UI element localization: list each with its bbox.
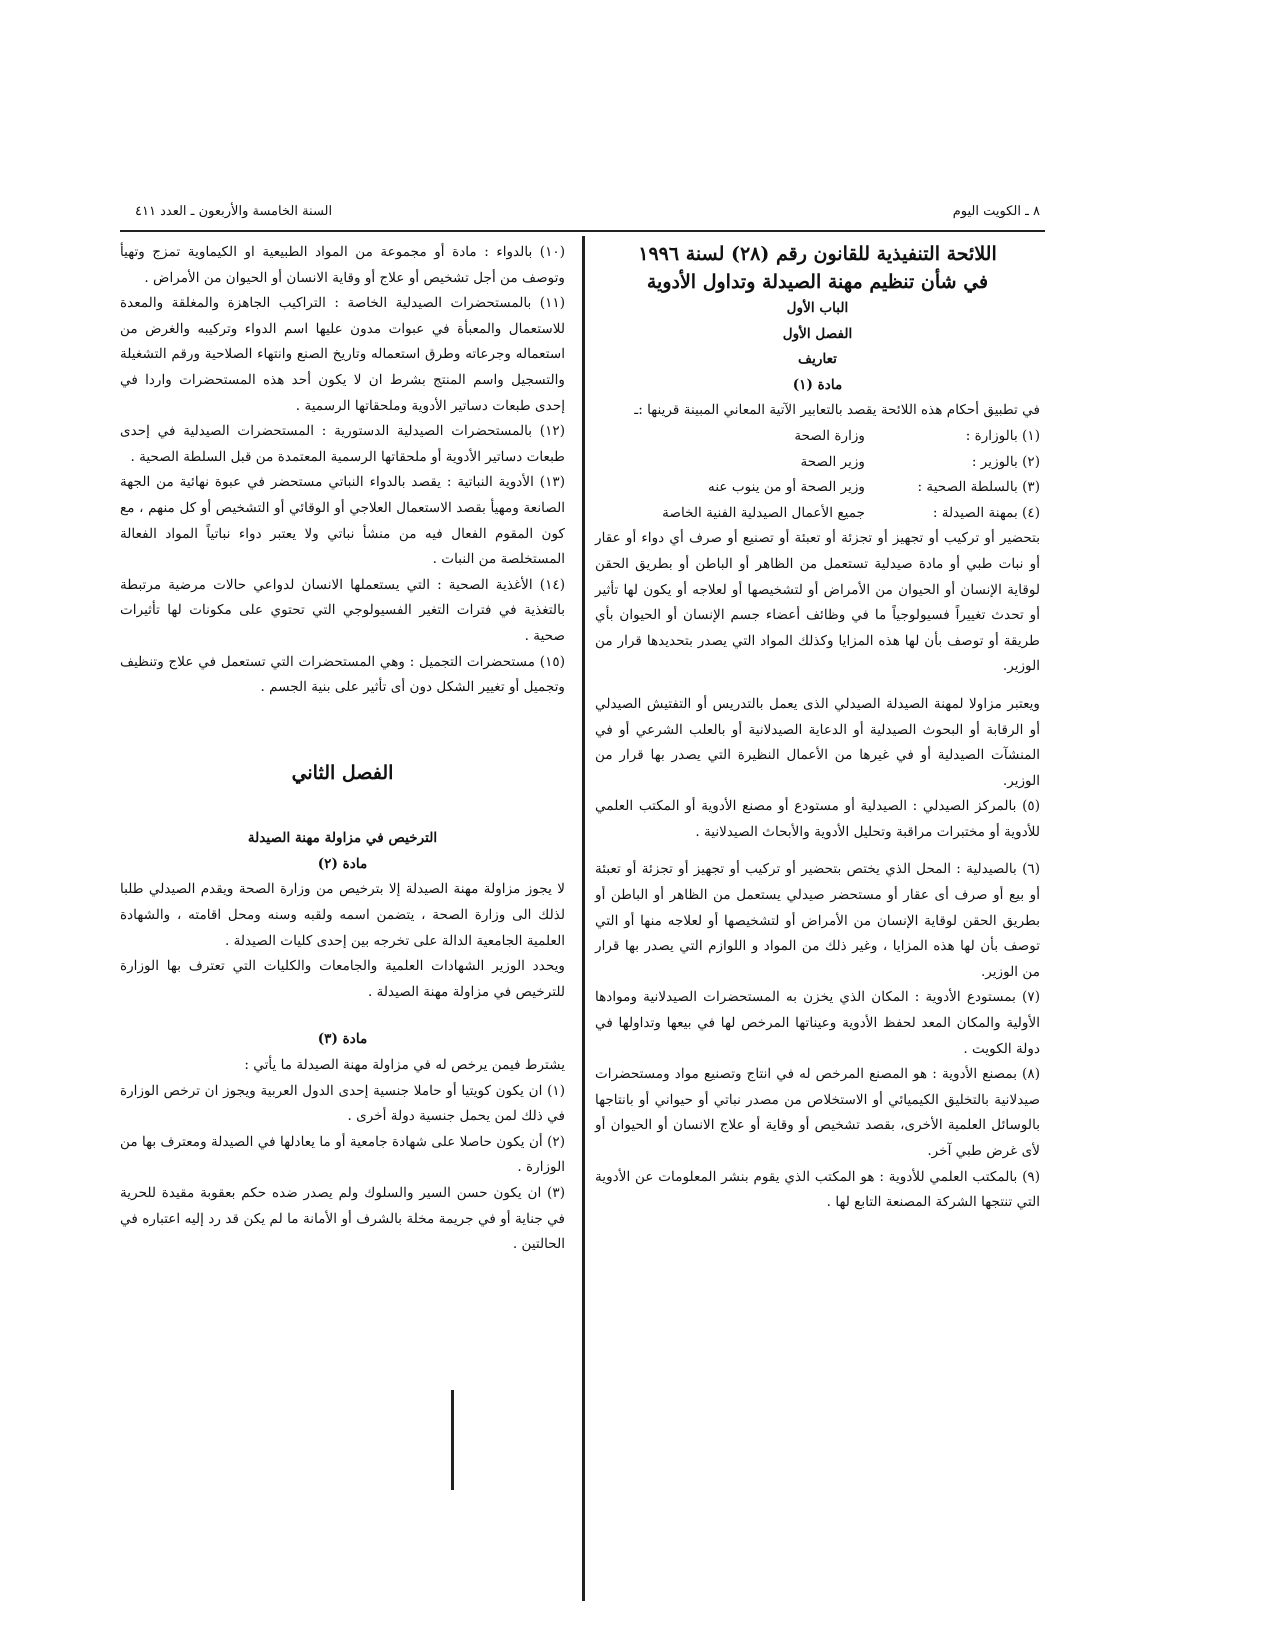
definition-paragraph: (٥) بالمركز الصيدلي : الصيدلية أو مستودع أو مصنع الأدوية أو المكتب العلمي للأدوية أو مختبرات مراقبة وتحليل الأدوية والأبحاث الصيدلانية . [595, 798, 1040, 840]
chapter-two-heading: الفصل الثاني [291, 761, 394, 784]
part-heading: الباب الأول [786, 300, 849, 316]
definition-paragraph: (١٠) بالدواء : مادة أو مجموعة من المواد الطبيعية او الكيماوية تمزج وتهيأ وتوصف من أجل تشخيص أو علاج أو وقاية الانسان أو الحيوان من الأمراض . [120, 244, 565, 286]
header-divider [120, 230, 1045, 232]
gazette-page-header-right: ٨ ـ الكويت اليوم [952, 204, 1040, 219]
article-paragraph: لا يجوز مزاولة مهنة الصيدلة إلا بترخيص من وزارة الصحة ويقدم الصيدلي طلبا لذلك الى وزارة الصحة ، يتضمن اسمه ولقبه وسنه ومحل اقامته ، والشهادة العلمية الجامعية الدالة على تخرجه بين إحدى كليات الصيدلة . [120, 881, 565, 949]
definition-term: (٢) بالوزير : [971, 453, 1040, 470]
gazette-issue-header: السنة الخامسة والأربعون ـ العدد ٤١١ [135, 204, 333, 219]
section-heading: الترخيص في مزاولة مهنة الصيدلة [247, 830, 438, 847]
bottom-divider [451, 1390, 454, 1490]
article-heading: مادة (١) [792, 376, 843, 393]
definition-paragraph: ويعتبر مزاولا لمهنة الصيدلة الصيدلي الذى يعمل بالتدريس أو التفتيش الصيدلي أو الرقابة أو البحوث الصيدلية أو الدعاية الصيدلانية أو بالعلب الشرعي أو في المنشآت الصيدلية أو في غيرها من الأعمال النظيرة التي يصدر بها قرار من الوزير. [595, 695, 1040, 789]
definition-paragraph: (١٥) مستحضرات التجميل : وهي المستحضرات التي تستعمل في علاج وتنظيف وتجميل أو تغيير الشكل دون أى تأثير على بنية الجسم . [120, 653, 565, 696]
definition-row [595, 475, 1040, 501]
right-column [595, 240, 1040, 1216]
definition-row [595, 450, 1040, 476]
definition-term: (٣) بالسلطة الصحية : [917, 479, 1040, 496]
definition-value: جميع الأعمال الصيدلية الفنية الخاصة [662, 504, 865, 521]
article-intro: يشترط فيمن يرخص له في مزاولة مهنة الصيدلة ما يأتي : [244, 1057, 565, 1074]
definition-row [595, 424, 1040, 450]
definition-paragraph: (٦) بالصيدلية : المحل الذي يختص بتحضير أو تركيب أو تجهيز أو تجزئة أو تعبئة أو بيع أو صرف أى عقار أو مستحضر صيدلي يستعمل من الظاهر أو الباطن أو بطريق الحقن لوقاية الإنسان من الأمراض أو لتشخيصها أو لعلاجه منها أو التي توصف بأن لها هذه المزايا ، وغير ذلك من المواد و اللوازم التي يصدر بها قرار من الوزير. [595, 861, 1040, 980]
definition-row [595, 501, 1040, 527]
definition-term: (٤) بمهنة الصيدلة : [932, 504, 1040, 521]
article-heading: مادة (٢) [317, 855, 368, 872]
definition-value: وزارة الصحة [794, 427, 865, 444]
regulation-title: اللائحة التنفيذية للقانون رقم (٢٨) لسنة ١٩٩٦ [638, 243, 997, 265]
column-divider [582, 236, 585, 1601]
article-item: (٢) أن يكون حاصلا على شهادة جامعية أو ما يعادلها في الصيدلة ومعترف بها من الوزارة . [120, 1133, 565, 1176]
definition-paragraph: (١٤) الأغذية الصحية : التي يستعملها الانسان لدواعي حالات مرضية مرتبطة بالتغذية في فترات التغير الفسيولوجي التي تحتوي على مكونات لها تأثيرات صحية . [120, 576, 565, 644]
definition-paragraph: (١١) بالمستحضرات الصيدلية الخاصة : التراكيب الجاهزة والمغلقة والمعدة للاستعمال والمعبأة في عبوات مدون عليها اسم الدواء وتركيبه والغرض من استعماله وجرعاته وطرق استعماله وتاريخ الصنع وانتهاء الصلاحية ورقم التشغيلة والتسجيل واسم المنتج بشرط ان لا يكون أحد هذه المستحضرات واردا في إحدى طبعات دساتير الأدوية وملحقاتها الرسمية . [120, 295, 565, 414]
article-item: (١) ان يكون كويتيا أو حاملا جنسية إحدى الدول العربية ويجوز ان ترخص الوزارة في ذلك لمن يحمل جنسية دولة أخرى . [120, 1082, 565, 1125]
definition-paragraph: (١٢) بالمستحضرات الصيدلية الدستورية : المستحضرات الصيدلية في إحدى طبعات دساتير الأدوية أو ملحقاتها الرسمية المعتمدة من قبل السلطة الصحية . [120, 423, 565, 465]
article-heading: مادة (٣) [317, 1031, 368, 1048]
definition-paragraph: (٩) بالمكتب العلمي للأدوية : هو المكتب الذي يقوم بنشر المعلومات عن الأدوية التي تنتجها الشركة المصنعة التابع لها . [595, 1168, 1040, 1211]
left-column [120, 240, 565, 1258]
definition-paragraph: (٧) بمستودع الأدوية : المكان الذي يخزن به المستحضرات الصيدلانية وموادها الأولية والمكان المعد لحفظ الأدوية وعيناتها المرخص لها في بيعها وتداولها في دولة الكويت . [595, 989, 1040, 1057]
article-intro: في تطبيق أحكام هذه اللائحة يقصد بالتعابير الآتية المعاني المبينة قرينها :ـ [634, 402, 1040, 419]
definition-paragraph: بتحضير أو تركيب أو تجهيز أو تجزئة أو تعبئة أو تصنيع أو صرف أي دواء أو عقار أو نبات طبي أو مادة صيدلية تستعمل من الظاهر أو الباطن أو بطريق الحقن لوقاية الإنسان أو الحيوان من الأمراض أو لتشخيصها أو لعلاجه أو يكون لها تأثير أو تحدث تغييراً فسيولوجياً ما في وظائف أعضاء جسم الإنسان أو الحيوان بأي طريقة أو توصف بأن لها هذه المزايا وكذلك المواد التي يصدر بتحديدها قرار من الوزير. [595, 530, 1040, 675]
definition-term: (١) بالوزارة : [965, 427, 1040, 444]
article-paragraph: ويحدد الوزير الشهادات العلمية والجامعات والكليات التي تعترف بها الوزارة للترخيص في مزاولة مهنة الصيدلة . [120, 958, 565, 1000]
definition-value: وزير الصحة أو من ينوب عنه [708, 479, 865, 496]
definition-paragraph: (١٣) الأدوية النباتية : يقصد بالدواء النباتي مستحضر في عبوة نهائية من الجهة الصانعة ومهيأ بقصد الاستعمال العلاجي أو الوقائي أو التشخيص أو كل منهم ، مع كون المقوم الفعال فيه من منشأ نباتي ولا يعتبر دواء نباتياً المواد الفعالة المستخلصة من النبات . [120, 474, 565, 568]
chapter-heading: الفصل الأول [782, 325, 853, 342]
article-item: (٣) ان يكون حسن السير والسلوك ولم يصدر ضده حكم بعقوبة مقيدة للحرية في جناية أو في جريمة مخلة بالشرف أو الأمانة ما لم يكن قد رد إليه اعتباره في الحالتين . [120, 1185, 565, 1253]
definition-paragraph: (٨) بمصنع الأدوية : هو المصنع المرخص له في انتاج وتصنيع مواد ومستحضرات صيدلانية بالتخليق الكيميائي أو الاستخلاص من مصدر نباتي أو حيواني أو بانتاجها بالوسائل العلمية الأخرى، بقصد تشخيص أو وقاية أو علاج الانسان أو الحيوان أو لأى غرض طبي آخر. [595, 1066, 1040, 1159]
definitions-heading: تعاريف [798, 351, 837, 368]
regulation-subtitle: في شأن تنظيم مهنة الصيدلة وتداول الأدوية [646, 271, 989, 293]
definition-value: وزير الصحة [800, 453, 865, 470]
